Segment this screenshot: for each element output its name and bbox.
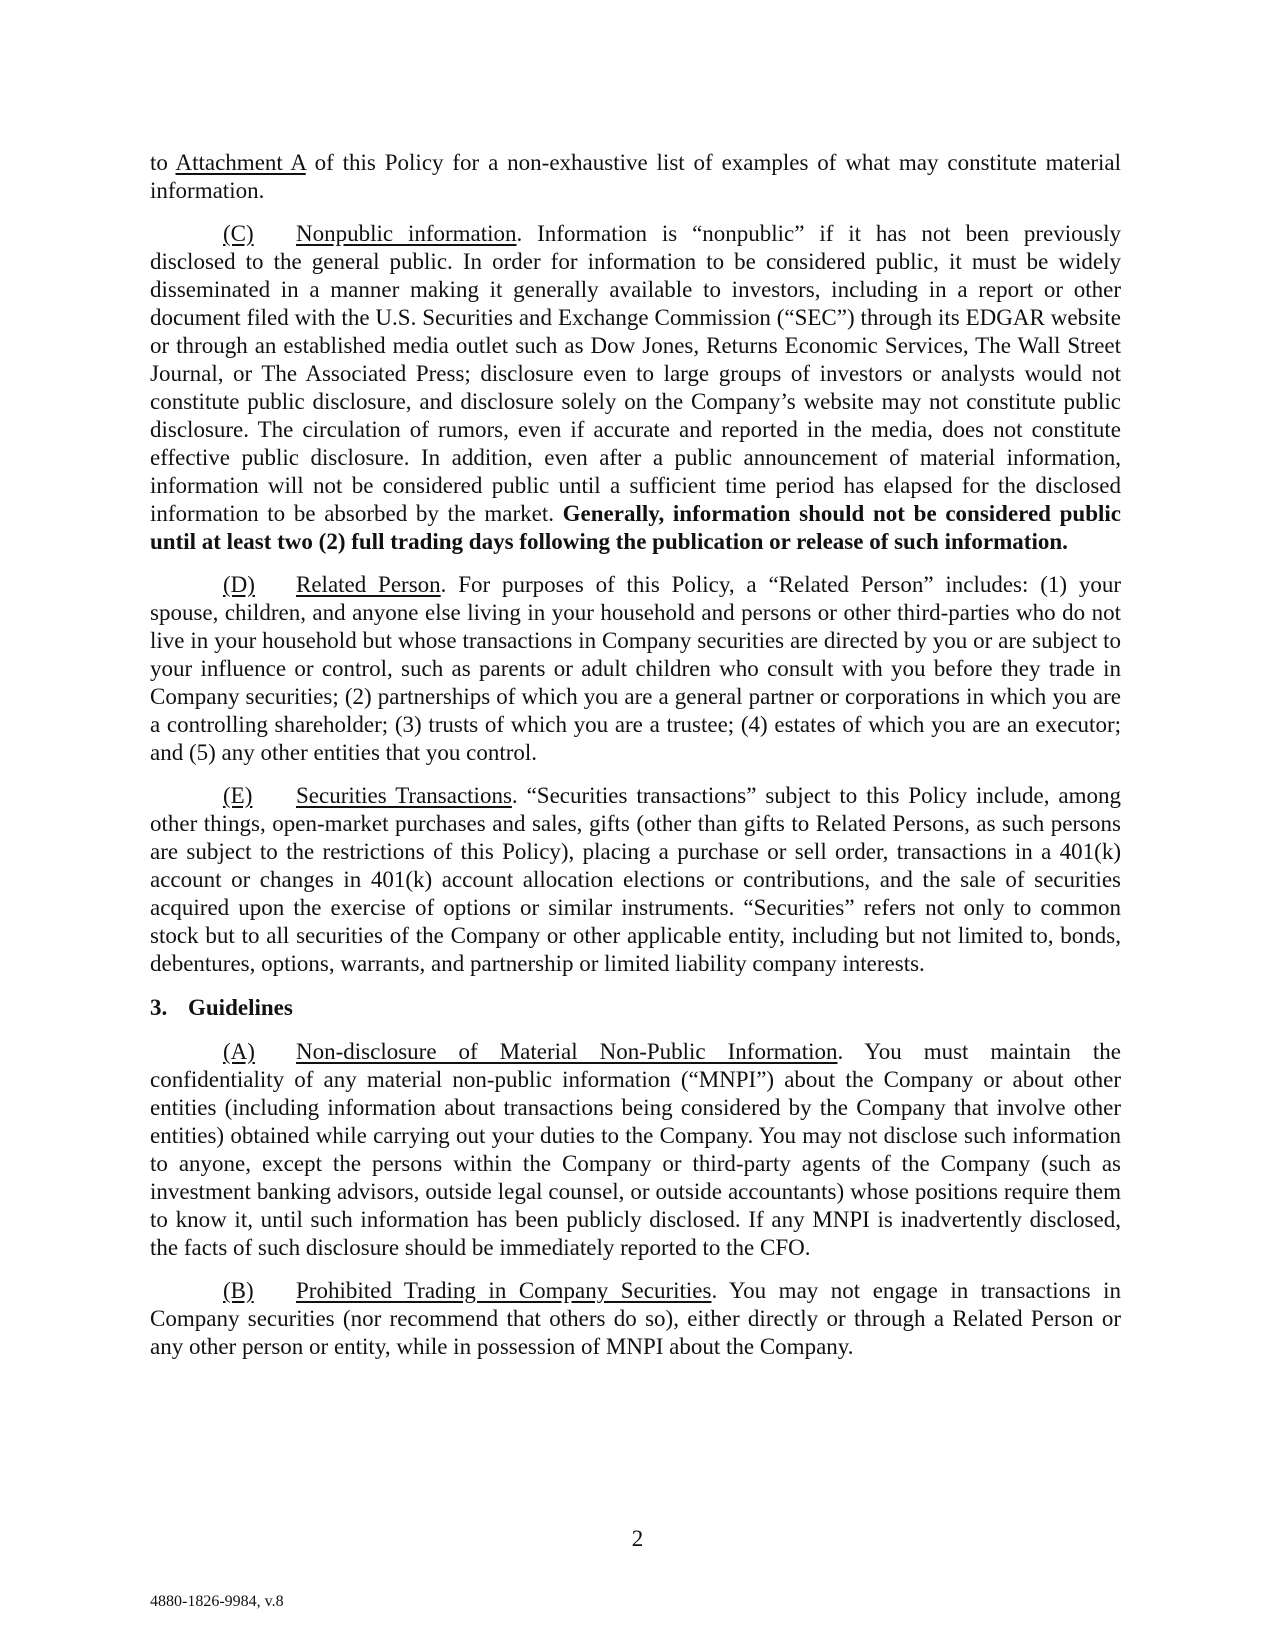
intro-paragraph [150, 149, 1121, 205]
guideline-a-label: (A) [223, 1039, 255, 1064]
page-number: 2 [631, 1526, 644, 1551]
section-d-label: (D) [223, 572, 255, 597]
section-d-paragraph [150, 571, 1121, 767]
section-d-title: Related Person [296, 572, 441, 597]
section-c-bold-text: Generally, information should not be considered public until at least two (2) full trading days following the publication or release of such information. [150, 501, 1121, 554]
guideline-b-label: (B) [223, 1278, 254, 1303]
section-d-text: . For purposes of this Policy, a “Related Person” includes: (1) your spouse, children, and anyone else living in your household and persons or other third-parties who do not live in your household but whose transactions in Company securities are directed by you or are subject to your influence or control, such as parents or adult children who consult with you before they trade in Company securities; (2) partnerships of which you are a general partner or corporations in which you are a controlling shareholder; (3) trusts of which you are a trustee; (4) estates of which you are an executor; and (5) any other entities that you control. [150, 572, 1121, 765]
section-e-paragraph [150, 782, 1121, 978]
intro-pre-text: to [150, 150, 176, 175]
document-body [150, 149, 1121, 1361]
intro-post-text: of this Policy for a non-exhaustive list of examples of what may constitute material information. [150, 150, 1122, 203]
section-c-title: Nonpublic information [296, 221, 517, 246]
section-e-title: Securities Transactions [296, 783, 512, 808]
guideline-b-text: . You may not engage in transactions in Company securities (nor recommend that others do so), either directly or through a Related Person or any other person or entity, while in possession of MNPI about the Company. [150, 1278, 1121, 1359]
guideline-a-title: Non-disclosure of Material Non-Public Information [296, 1039, 838, 1064]
guidelines-heading-title: Guidelines [188, 995, 293, 1020]
section-e-label: (E) [223, 783, 253, 808]
guideline-a-paragraph [150, 1038, 1121, 1262]
section-e-text: . “Securities transactions” subject to this Policy include, among other things, open-market purchases and sales, gifts (other than gifts to Related Persons, as such persons are subject to the restrictions of this Policy), placing a purchase or sell order, transactions in a 401(k) account or changes in 401(k) account allocation elections or contributions, and the sale of securities acquired upon the exercise of options or similar instruments. “Securities” refers not only to common stock but to all securities of the Company or other applicable entity, including but not limited to, bonds, debentures, options, warrants, and partnership or limited liability company interests. [150, 783, 1121, 976]
guideline-a-text: . You must maintain the confidentiality of any material non-public information (“MNPI”) about the Company or about other entities (including information about transactions being considered by the Company that involve other entities) obtained while carrying out your duties to the Company. You may not disclose such information to anyone, except the persons within the Company or third-party agents of the Company (such as investment banking advisors, outside legal counsel, or outside accountants) whose positions require them to know it, until such information has been publicly disclosed. If any MNPI is inadvertently disclosed, the facts of such disclosure should be immediately reported to the CFO. [150, 1039, 1122, 1260]
guidelines-heading-number: 3. [150, 995, 168, 1020]
guideline-b-paragraph [150, 1277, 1121, 1361]
guidelines-heading [150, 994, 1121, 1022]
guideline-b-title: Prohibited Trading in Company Securities [296, 1278, 712, 1303]
section-c-text: . Information is “nonpublic” if it has not been previously disclosed to the general public. In order for information to be considered public, it must be widely disseminated in a manner making it generally available to investors, including in a report or other document filed with the U.S. Securities and Exchange Commission (“SEC”) through its EDGAR website or through an established media outlet such as Dow Jones, Returns Economic Services, The Wall Street Journal, or The Associated Press; disclosure even to large groups of investors or analysts would not constitute public disclosure, and disclosure solely on the Company’s website may not constitute public disclosure. The circulation of rumors, even if accurate and reported in the media, does not constitute effective public disclosure. In addition, even after a public announcement of material information, information will not be considered public until a sufficient time period has elapsed for the disclosed information to be absorbed by the market. [150, 221, 1122, 526]
attachment-a-reference: Attachment A [175, 150, 306, 175]
section-c-label: (C) [223, 221, 254, 246]
document-id-footer: 4880-1826-9984, v.8 [150, 1593, 284, 1610]
section-c-paragraph [150, 220, 1121, 556]
